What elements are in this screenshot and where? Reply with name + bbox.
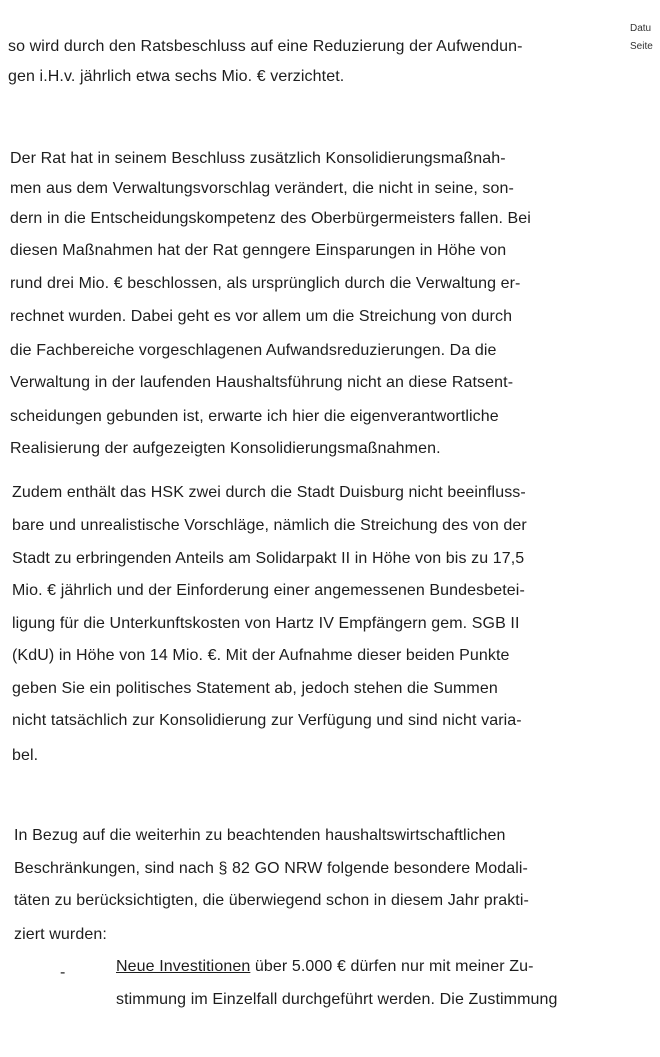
margin-label-page: Seite	[630, 41, 653, 52]
text-line: scheidungen gebunden ist, erwarte ich hier die eigenverantwortliche	[10, 408, 499, 425]
text-line: rund drei Mio. € beschlossen, als ursprünglich durch die Verwaltung er-	[10, 275, 521, 292]
text-line: Stadt zu erbringenden Anteils am Solidarpakt II in Höhe von bis zu 17,5	[12, 550, 525, 567]
text-line: In Bezug auf die weiterhin zu beachtenden haushaltswirtschaftlichen	[14, 827, 506, 844]
text-line: die Fachbereiche vorgeschlagenen Aufwandsreduzierungen. Da die	[10, 342, 497, 359]
text-line: dern in die Entscheidungskompetenz des Oberbürgermeisters fallen. Bei	[10, 210, 531, 227]
text-line: nicht tatsächlich zur Konsolidierung zur Verfügung und sind nicht varia-	[12, 712, 522, 729]
bullet-underlined-term: Neue Investitionen	[116, 958, 251, 975]
text-line: men aus dem Verwaltungsvorschlag verändert, die nicht in seine, son-	[10, 180, 514, 197]
text-line: Mio. € jährlich und der Einforderung einer angemessenen Bundesbetei-	[12, 582, 525, 599]
text-line: Realisierung der aufgezeigten Konsolidierungsmaßnahmen.	[10, 440, 441, 457]
text-line: täten zu berücksichtigten, die überwiegend schon in diesem Jahr prakti-	[14, 892, 529, 909]
bullet-line-1-rest: über 5.000 € dürfen nur mit meiner Zu-	[250, 958, 534, 975]
text-line: diesen Maßnahmen hat der Rat genngere Einsparungen in Höhe von	[10, 242, 507, 259]
text-line: gen i.H.v. jährlich etwa sechs Mio. € verzichtet.	[8, 68, 345, 85]
text-line: bel.	[12, 747, 39, 764]
text-line: (KdU) in Höhe von 14 Mio. €. Mit der Aufnahme dieser beiden Punkte	[12, 647, 510, 664]
bullet-line-2: stimmung im Einzelfall durchgeführt werden. Die Zustimmung	[116, 991, 558, 1008]
text-line: ziert wurden:	[14, 926, 107, 943]
margin-label-date: Datu	[630, 23, 652, 34]
text-line: Der Rat hat in seinem Beschluss zusätzlich Konsolidierungsmaßnah-	[10, 150, 506, 167]
text-line: Zudem enthält das HSK zwei durch die Stadt Duisburg nicht beeinfluss-	[12, 484, 526, 501]
text-line: rechnet wurden. Dabei geht es vor allem um die Streichung von durch	[10, 308, 513, 325]
text-line: Verwaltung in der laufenden Haushaltsführung nicht an diese Ratsent-	[10, 374, 514, 391]
text-line: Beschränkungen, sind nach § 82 GO NRW folgende besondere Modali-	[14, 860, 528, 877]
bullet-line-1	[116, 956, 534, 978]
text-line: so wird durch den Ratsbeschluss auf eine Reduzierung der Aufwendun-	[8, 38, 523, 55]
text-line: ligung für die Unterkunftskosten von Hartz IV Empfängern gem. SGB II	[12, 615, 520, 632]
bullet-marker: -	[60, 964, 66, 981]
text-line: bare und unrealistische Vorschläge, nämlich die Streichung des von der	[12, 517, 527, 534]
text-line: geben Sie ein politisches Statement ab, jedoch stehen die Summen	[12, 680, 498, 697]
